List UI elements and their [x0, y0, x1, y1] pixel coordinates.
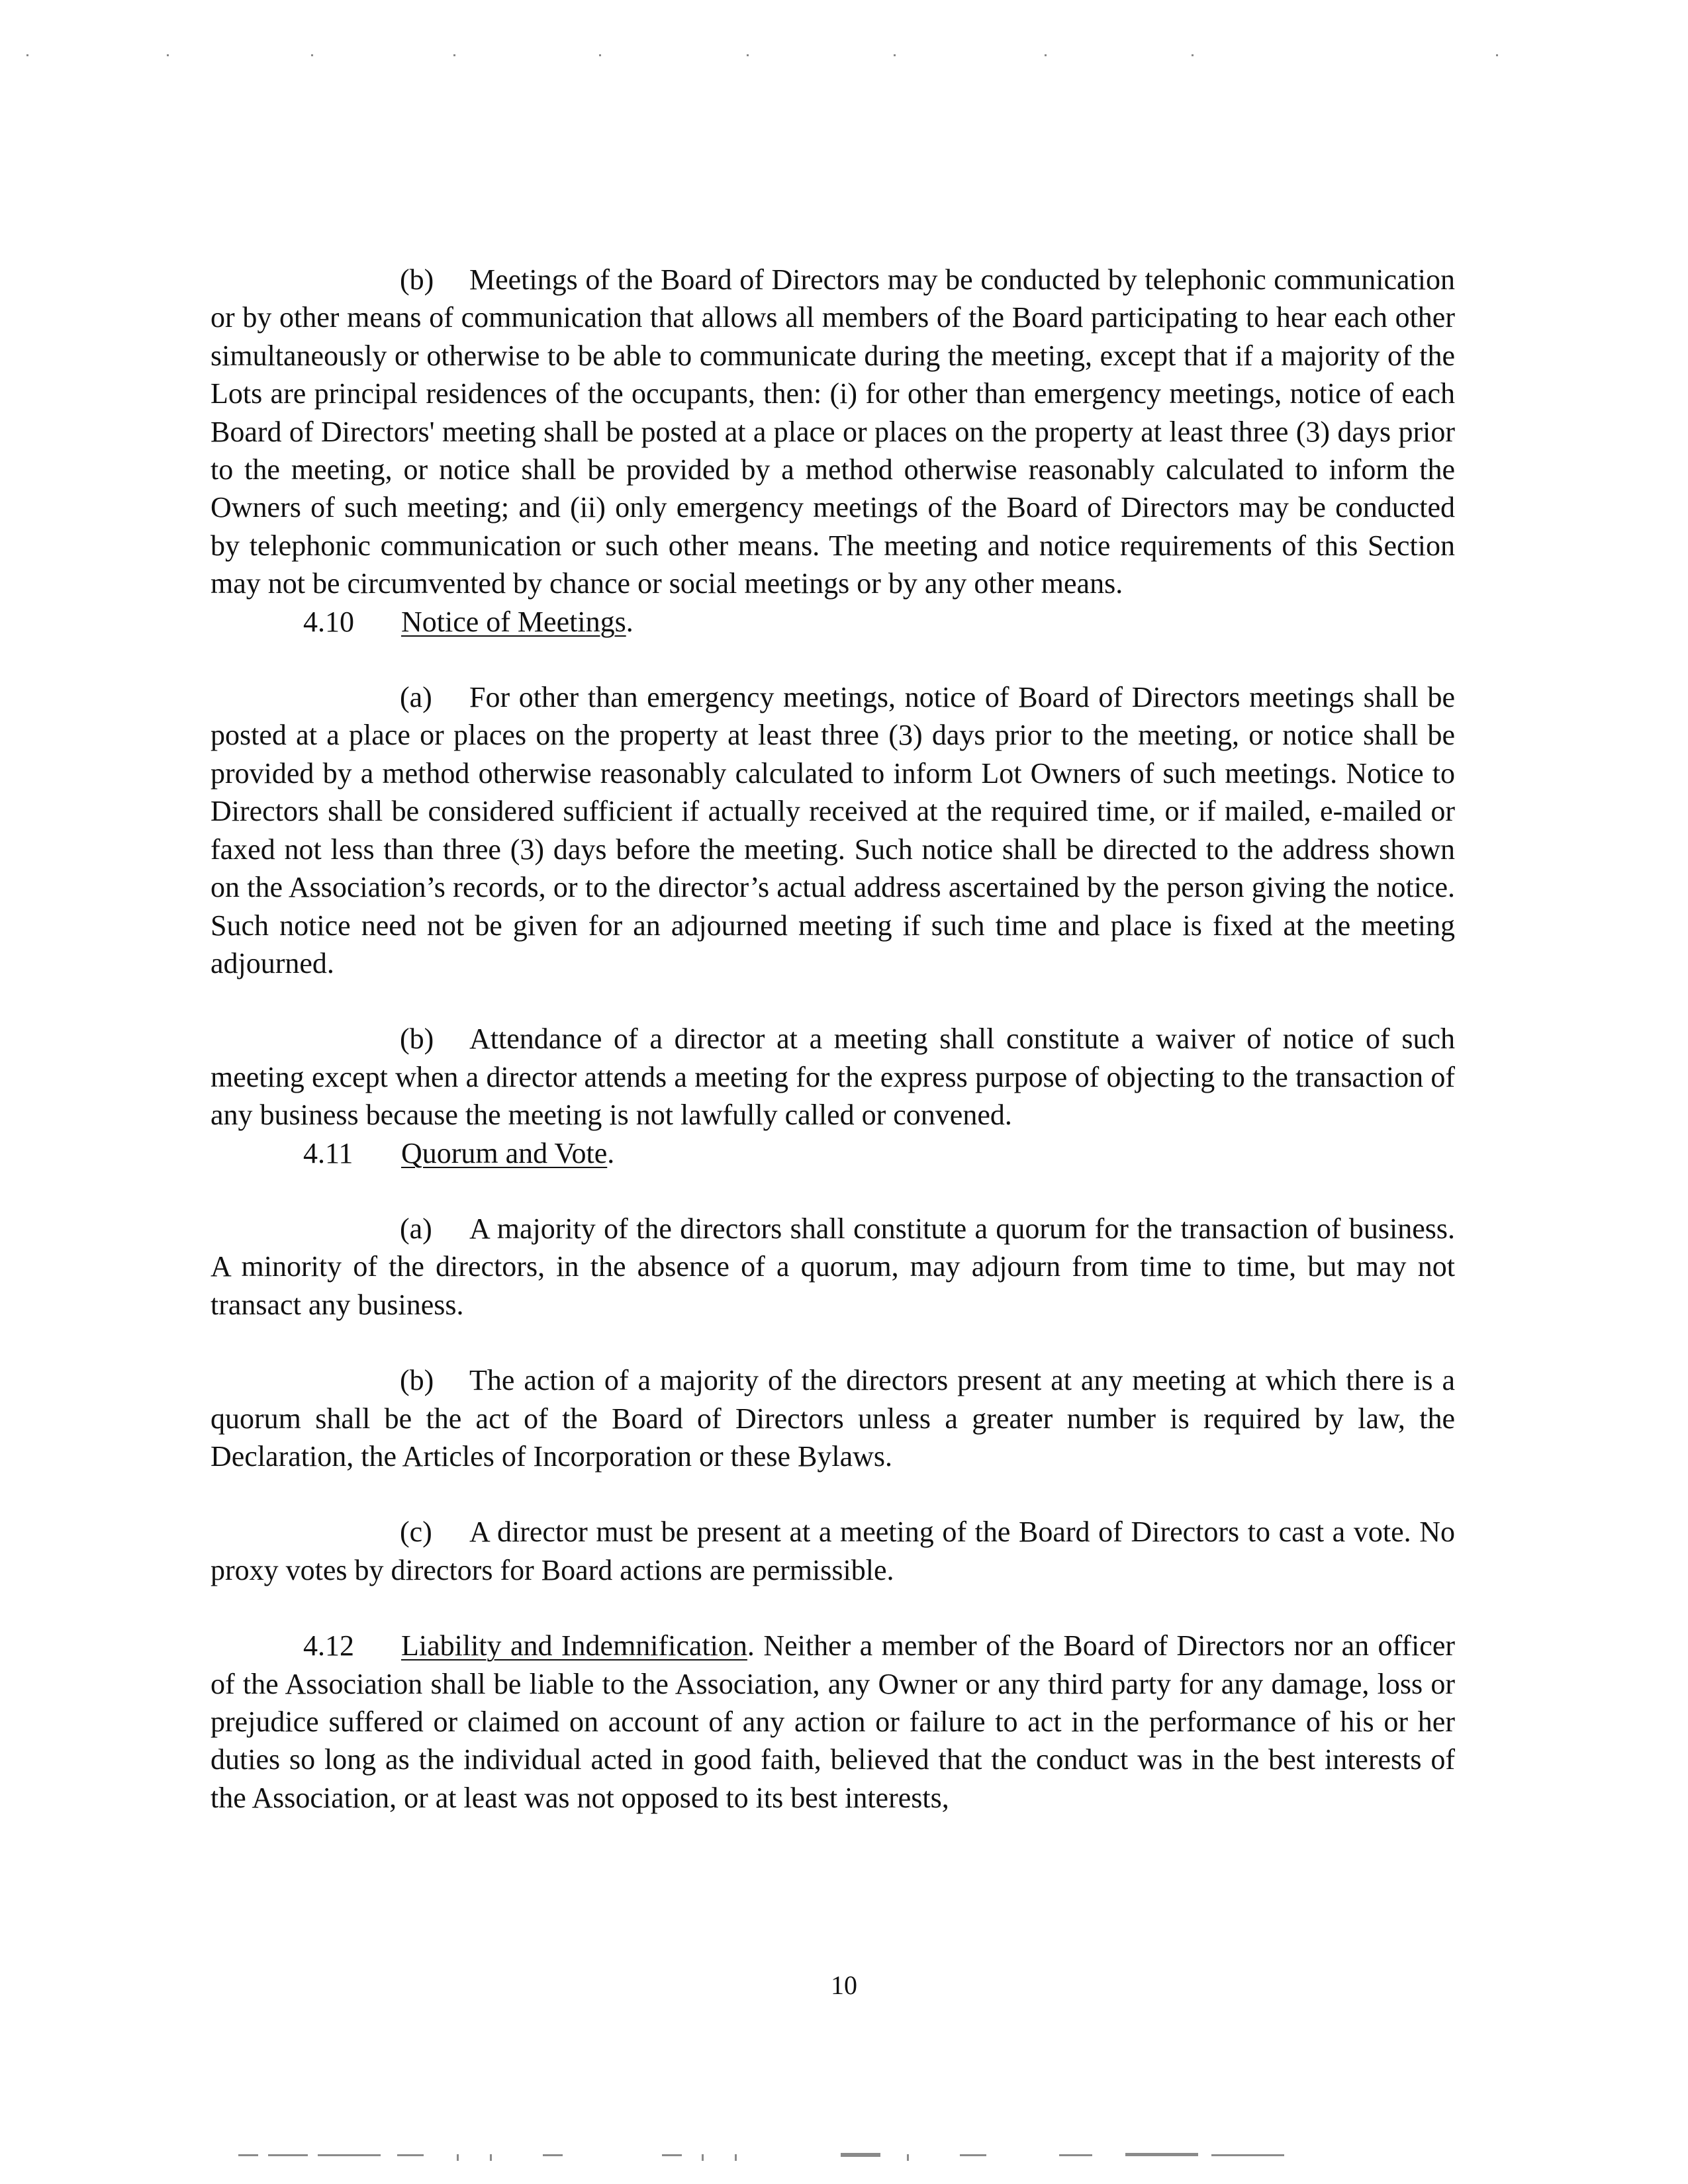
subsection-label: (c) [400, 1516, 432, 1549]
subsection-label: (a) [400, 681, 432, 714]
paragraph-4-11-c [211, 1513, 1455, 1589]
paragraph-4-11-b [211, 1361, 1455, 1475]
section-title-punct: . [626, 605, 633, 638]
paragraph-text: A director must be present at a meeting of the Board of Directors to cast a vote. No proxy votes by directors for Board actions are permissible. [211, 1516, 1455, 1586]
section-heading-4-10 [211, 603, 1455, 641]
page-number: 10 [831, 1970, 857, 2000]
paragraph-text: Neither a member of the Board of Directors nor an officer of the Association shall be liable to the Association, any Owner or any third party for any damage, loss or prejudice suffered or claimed on account of any action or failure to act in the performance of his or her duties so long as the individual acted in good faith, believed that the conduct was in the best interests of the Association, or at least was not opposed to its best interests, [211, 1629, 1456, 1814]
section-title-punct: . [747, 1629, 755, 1662]
paragraph-text: Meetings of the Board of Directors may be conducted by telephonic communication or by other means of communication that allows all members of the Board participating to hear each other simultaneously or otherwise to be able to communicate during the meeting, except that if a majority of the Lots are principal residences of the occupants, then: (i) for other than emergency meetings, notice of each Board of Directors' meeting shall be posted at a place or places on the property at least three (3) days prior to the meeting, or notice shall be provided by a method otherwise reasonably calculated to inform the Owners of such meeting; and (ii) only emergency meetings of the Board of Directors may be conducted by telephonic communication or such other means. The meeting and notice requirements of this Section may not be circumvented by chance or social meetings or by any other means. [211, 263, 1455, 600]
scan-artifact-top [0, 54, 1688, 60]
section-title: Notice of Meetings [401, 605, 626, 638]
paragraph-4-9-b [211, 261, 1455, 603]
paragraph-text: A majority of the directors shall constitute a quorum for the transaction of business. A minority of the directors, in the absence of a quorum, may adjourn from time to time, but may not transact any business. [211, 1212, 1455, 1321]
document-body [211, 261, 1455, 1817]
paragraph-text: Attendance of a director at a meeting shall constitute a waiver of notice of such meeting except when a director attends a meeting for the express purpose of objecting to the transaction of any business because the meeting is not lawfully called or convened. [211, 1023, 1455, 1132]
section-number: 4.12 [303, 1629, 354, 1662]
paragraph-4-10-a [211, 678, 1455, 982]
paragraph-4-12 [211, 1627, 1455, 1817]
section-title: Liability and Indemnification [401, 1629, 747, 1662]
subsection-label: (b) [400, 1364, 434, 1397]
section-number: 4.11 [303, 1136, 353, 1169]
paragraph-4-10-b [211, 1020, 1455, 1134]
scan-artifact-bottom [0, 2148, 1688, 2161]
section-title-punct: . [607, 1136, 615, 1169]
subsection-label: (b) [400, 263, 434, 296]
paragraph-text: The action of a majority of the directors present at any meeting at which there is a quorum shall be the act of the Board of Directors unless a greater number is required by law, the Declaration, the Articles of Incorporation or these Bylaws. [211, 1364, 1455, 1473]
section-title: Quorum and Vote [401, 1136, 608, 1169]
subsection-label: (a) [400, 1212, 432, 1245]
subsection-label: (b) [400, 1023, 434, 1056]
section-heading-4-11 [211, 1134, 1455, 1172]
paragraph-4-11-a [211, 1210, 1455, 1324]
section-number: 4.10 [303, 605, 354, 638]
paragraph-text: For other than emergency meetings, notice of Board of Directors meetings shall be posted at a place or places on the property at least three (3) days prior to the meeting, or notice shall be provided by a method otherwise reasonably calculated to inform Lot Owners of such meetings. Notice to Directors shall be considered sufficient if actually received at the required time, or if mailed, e-mailed or faxed not less than three (3) days before the meeting. Such notice shall be directed to the address shown on the Association’s records, or to the director’s actual address ascertained by the person giving the notice. Such notice need not be given for an adjourned meeting if such time and place is fixed at the meeting adjourned. [211, 681, 1455, 979]
